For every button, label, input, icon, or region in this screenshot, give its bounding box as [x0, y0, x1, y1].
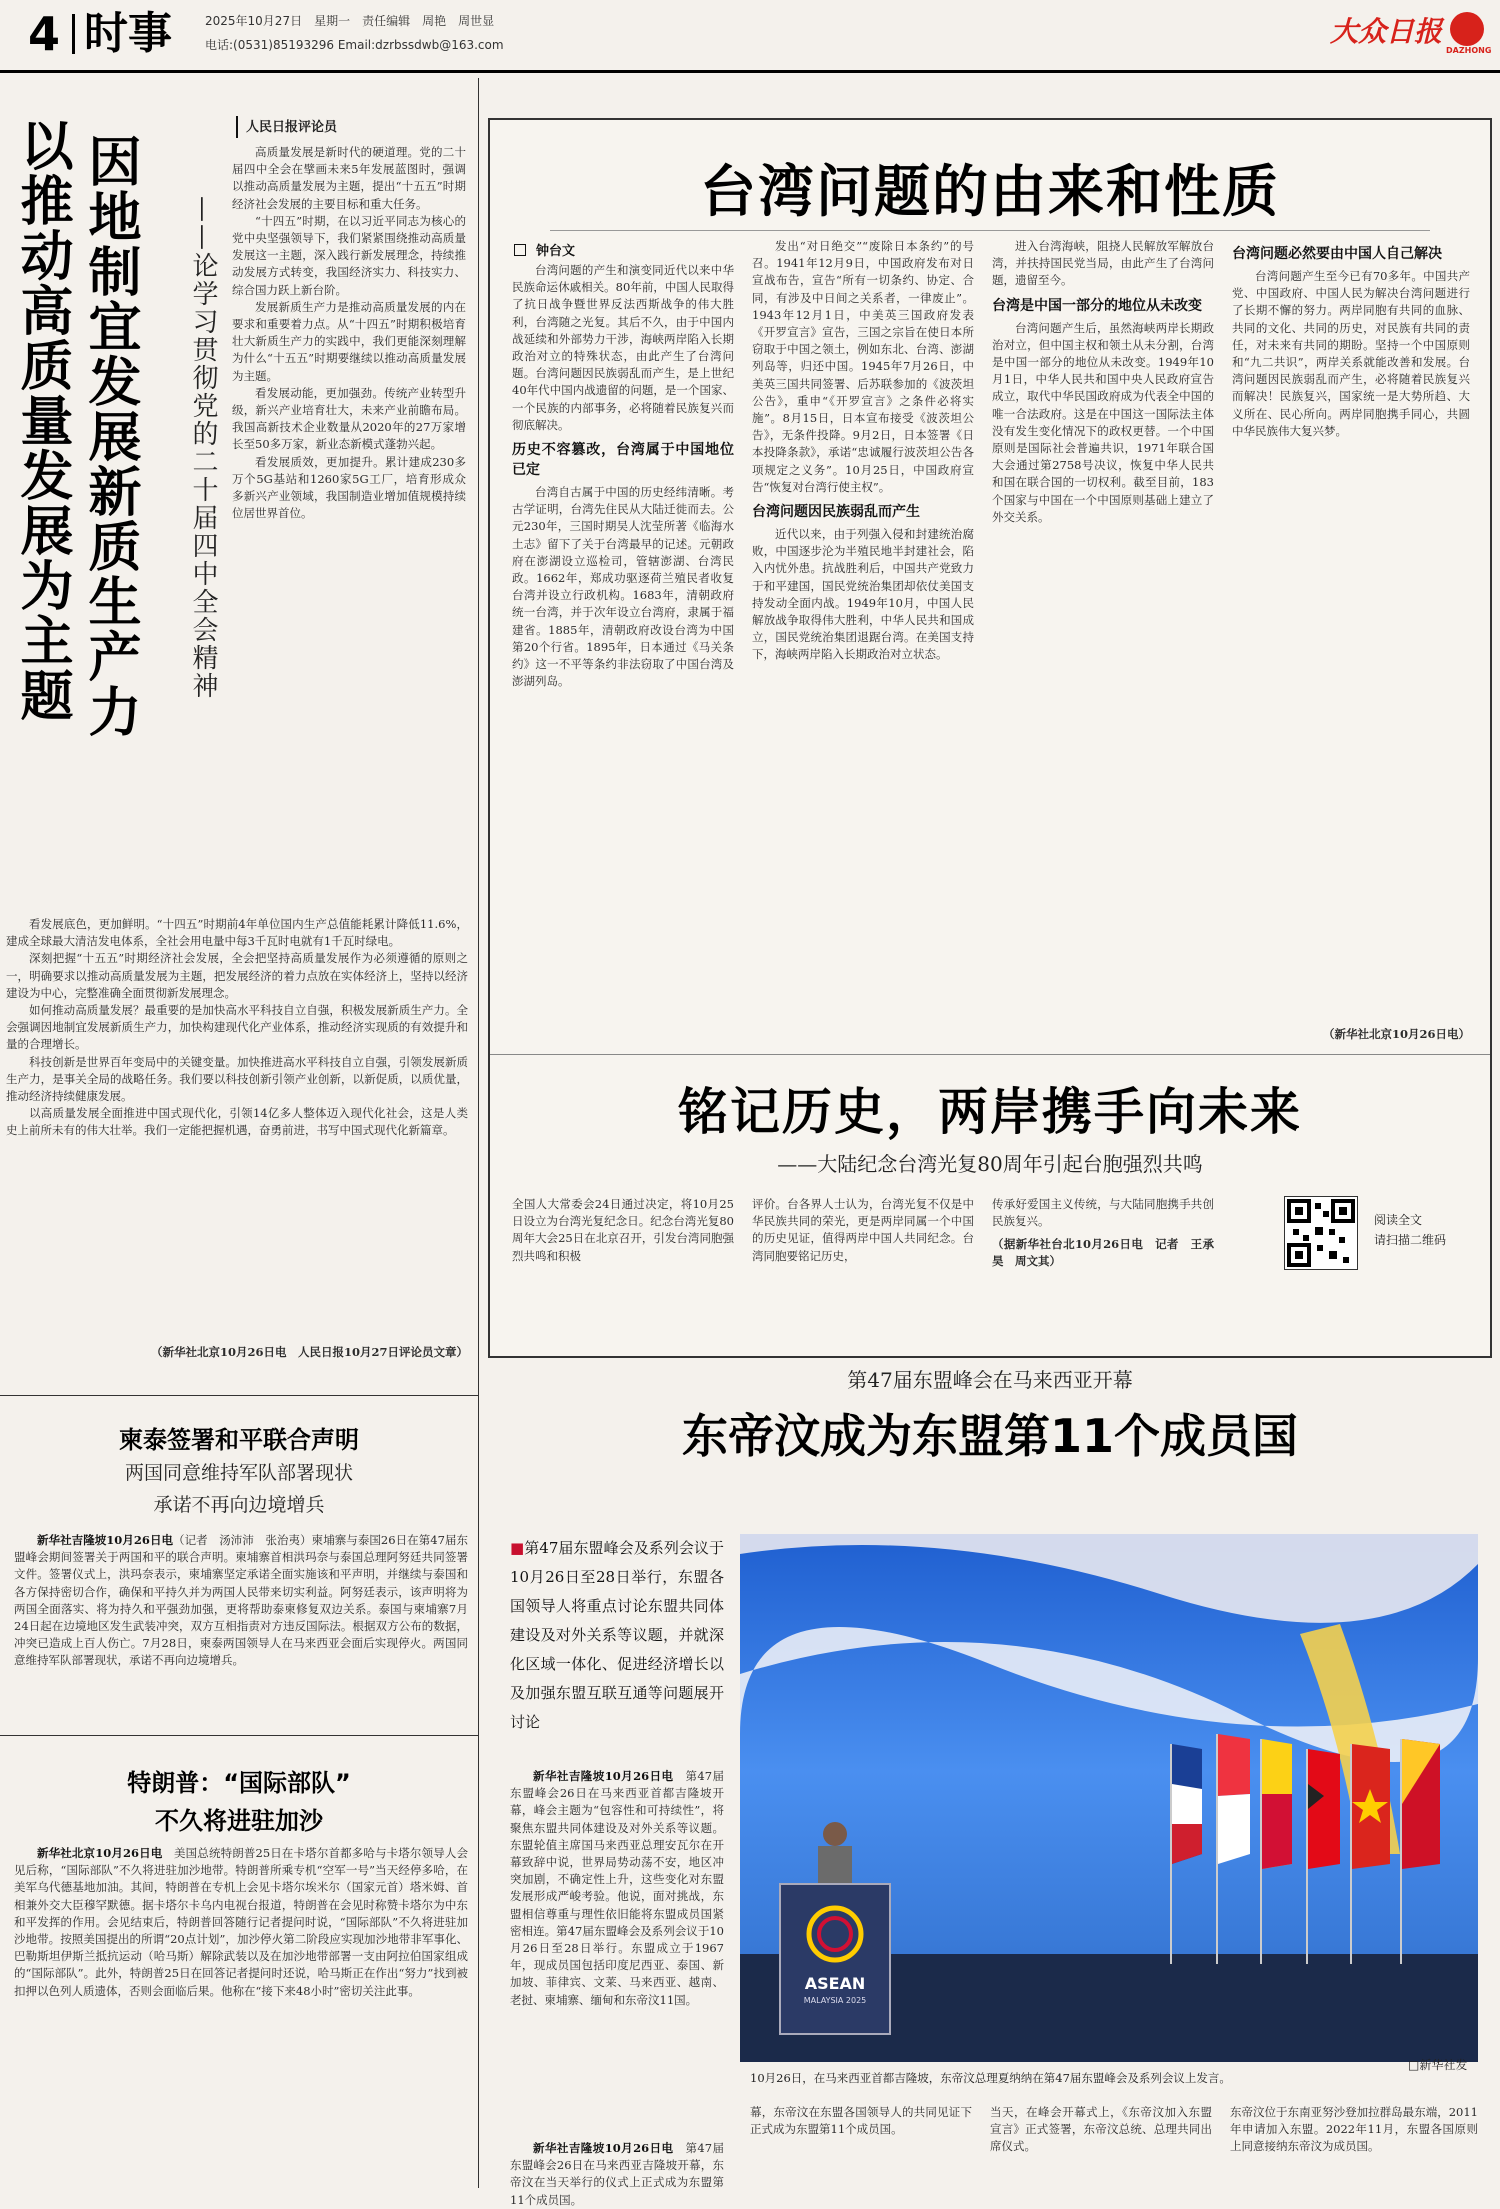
- page-header: [0, 0, 1500, 70]
- summit-photo: [740, 1534, 1478, 2062]
- logo-text: 大众日报: [1330, 15, 1443, 48]
- taiwan-subhead-2: 台湾问题因民族弱乱而产生: [752, 504, 920, 521]
- logo-sub: DAZHONG: [1446, 46, 1492, 55]
- taiwan-col-4: 台湾问题必然要由中国人自己解决 台湾问题产生至今已有70多年。中国共产党、中国政府、中国人民为解决台湾问题进行了长期不懈的努力。两岸同胞有共同的血脉、共同的文化、共同的历史，对民族有共同的责任，对未来有共同的期盼。坚持一个中国原则和“九二共识”，两岸关系就能改善和发展。台湾问题因民族弱乱而产生，必将随着民族复兴而解决！民族复兴，国家统一是大势所趋、大义所在、民心所向。两岸同胞携手同心，共圆中华民族伟大复兴梦。: [1232, 246, 1470, 438]
- photo-credit: □新华社发: [1408, 2058, 1468, 2072]
- commentary-title-2: 因地制宜发展新质生产力: [80, 134, 141, 739]
- trump-title-2: 不久将进驻加沙: [155, 1807, 323, 1835]
- section-name: 时事: [84, 8, 172, 59]
- trump-article: [0, 1745, 478, 2185]
- header-contact: 电话:(0531)85193296 Email:dzrbssdwb@163.com: [205, 38, 504, 52]
- asean-bottom-col-2: 当天，在峰会开幕式上，《东帝汶加入东盟宣言》正式签署，东帝汶总统、总理共同出席仪式。: [990, 2105, 1212, 2154]
- taiwan-title: 台湾问题的由来和性质: [700, 160, 1280, 225]
- taiwan-credit: （新华社北京10月26日电）: [1322, 1027, 1470, 1041]
- asean-title: 东帝汶成为东盟第11个成员国: [681, 1409, 1298, 1463]
- commentary-subtitle: ——论学习贯彻党的二十届四中全会精神: [188, 196, 218, 700]
- asean-article: [488, 1364, 1492, 2207]
- asean-bottom-col-1: 幕，东帝汶在东盟各国领导人的共同见证下正式成为东盟第11个成员国。: [750, 2105, 972, 2137]
- cambodia-title: 柬泰签署和平联合声明: [119, 1426, 359, 1454]
- header-date: 2025年10月27日 星期一 责任编辑 周艳 周世显: [205, 14, 495, 28]
- qr-caption: 阅读全文 请扫描二维码: [1374, 1213, 1447, 1247]
- taiwan-col-2: 发出“对日绝交”“废除日本条约”的号召。1941年12月9日，中国政府发布对日宣战布告，宣告“所有一切条约、协定、合同，有涉及中日间之关系者，一律废止”。1943年12月1日，中美英三国政府发表《开罗宣言》宣告，三国之宗旨在使日本所窃取于中国之领土，例如东北、台湾、澎湖列岛等，归还中国。1945年7月26日，中美英三国共同签署、后苏联参加的《波茨坦公告》，重申“《开罗宣言》之条件必将实施”。8月15日，日本宣布接受《波茨坦公告》，无条件投降。9月2日，日本签署《日本投降条款》，承诺“忠诚履行波茨坦公告各项规定之义务”。10月25日，中国政府宣告“恢复对台湾行使主权”。 台湾问题因民族弱乱而产生 近代以来，由于列强入侵和封建统治腐败，中国逐步沦为半殖民地半封建社会，陷入内忧外患。抗战胜利后，中国共产党致力于和平建国，国民党统治集团却依仗美国支持发动全面内战。1949年10月，中国人民解放战争取得伟大胜利，中华人民共和国成立，国民党统治集团退踞台湾。在美国支持下，海峡两岸陷入长期政治对立状态。: [752, 239, 974, 662]
- commentary-lower-text: 看发展底色，更加鲜明。“十四五”时期前4年单位国内生产总值能耗累计降低11.6%，建成全球最大清洁发电体系，全社会用电量中每3千瓦时电就有1千瓦时绿电。 深刻把握“十五五”时期经济社会发展，全会把坚持高质量发展作为必须遵循的原则之一，明确要求以推动高质量发展为主题，把发展经济的着力点放在实体经济上，坚持以经济建设为中心，完整准确全面贯彻新发展理念。 如何推动高质量发展？最重要的是加快高水平科技自立自强，积极发展新质生产力。全会强调因地制宜发展新质生产力，加快构建现代化产业体系，推动经济实现质的有效提升和量的合理增长。 科技创新是世界百年变局中的关键变量。加快推进高水平科技自立自强，引领发展新质生产力，是事关全局的战略任务。我们要以科技创新引领产业创新，以新促质，以质优量，推动经济持续健康发展。 以高质量发展全面推进中国式现代化，引领14亿多人整体迈入现代化社会，这是人类史上前所未有的伟大壮举。我们一定能把握机遇，奋勇前进，书写中国式现代化新篇章。: [6, 917, 468, 1138]
- commentary-upper-text: 高质量发展是新时代的硬道理。党的二十届四中全会在擘画未来5年发展蓝图时，强调以推动高质量发展为主题，提出“十五五”时期经济社会发展的主要目标和重大任务。 “十四五”时期，在以习近平同志为核心的党中央坚强领导下，我们紧紧围绕推动高质量发展这一主题，深入践行新发展理念，持续推动发展方式转变，我国经济实力、科技实力、综合国力跃上新台阶。 发展新质生产力是推动高质量发展的内在要求和重要着力点。从“十四五”时期积极培育壮大新质生产力的实践中，我们更能深刻理解为什么“十五五”时期要继续以推动高质量发展为主题。 看发展动能，更加强劲。传统产业转型升级，新兴产业培育壮大，未来产业前瞻布局。我国高新技术企业数量从2020年的27万家增长至50多万家，新业态新模式蓬勃兴起。 看发展质效，更加提升。累计建成230多万个5G基站和1260家5G工厂，培育形成众多新兴产业领域，我国制造业增加值规模持续位居世界首位。: [232, 145, 466, 521]
- taiwan-col-1: 台湾问题的产生和演变同近代以来中华民族命运休戚相关。80年前，中国人民取得了抗日战争暨世界反法西斯战争的伟大胜利，台湾随之光复。其后不久，由于中国内战延续和外部势力干涉，海峡两岸陷入长期政治对立的特殊状态，由此产生了台湾问题。台湾问题因民族弱乱而产生，是上世纪40年代中国内战遗留的问题，是一个国家、一个民族的内部事务，必将随着民族复兴而彻底解决。 历史不容篡改，台湾属于中国地位已定 台湾自古属于中国的历史经纬清晰。考古学证明，台湾先住民从大陆迁徙而去。公元230年，三国时期吴人沈莹所著《临海水土志》留下了关于台湾最早的记述。元朝政府在澎湖设立巡检司，管辖澎湖、台湾民政。1662年，郑成功驱逐荷兰殖民者收复台湾并设立行政机构。1683年，清朝政府统一台湾，并于次年设立台湾府，隶属于福建省。1885年，清朝政府改设台湾为中国第20个行省。1895年，日本通过《马关条约》这一不平等条约非法窃取了中国台湾及澎湖列岛。: [512, 263, 734, 689]
- taiwan-subhead-4: 台湾问题必然要由中国人自己解决: [1232, 246, 1442, 262]
- header-rule: [0, 70, 1500, 73]
- column-label: 人民日报评论员: [246, 120, 338, 135]
- commentary-credit: （新华社北京10月26日电 人民日报10月27日评论员文章）: [150, 1345, 468, 1359]
- cambodia-body: 新华社吉隆坡10月26日电（记者 汤沛沛 张治夷）柬埔寨与泰国26日在第47届东盟峰会期间签署关于两国和平的联合声明。柬埔寨首相洪玛奈与泰国总理阿努廷共同签署文件。签署仪式上，洪玛奈表示，柬埔寨坚定承诺全面实施该和平声明，并继续与泰国和各方保持密切合作，确保和平持久并为两国人民带来切实利益。阿努廷表示，该声明将为两国全面落实、将为持久和平强劲加强，更将帮助泰柬修复双边关系。泰国与柬埔寨7月24日起在边境地区发生武装冲突，双方互相指责对方违反国际法。根据双方公布的数据，冲突已造成上百人伤亡。7月28日，柬泰两国领导人在马来西亚会面后实现停火。两国同意维持军队部署现状，承诺不再向边境增兵。: [14, 1533, 468, 1668]
- cambodia-sub-2: 承诺不再向边境增兵: [153, 1494, 325, 1516]
- memorial-col-1: 全国人大常委会24日通过决定，将10月25日设立为台湾光复纪念日。纪念台湾光复80周年大会25日在北京召开，引发台湾同胞强烈共鸣和积极: [512, 1197, 734, 1263]
- taiwan-author: 钟台文: [536, 244, 576, 259]
- memorial-credit: （据新华社台北10月26日电 记者 王承昊 周文其）: [992, 1237, 1214, 1269]
- taiwan-subhead-1: 历史不容篡改，台湾属于中国地位已定: [512, 442, 734, 479]
- newspaper-logo: [1330, 8, 1490, 58]
- asean-bottom-col-3: 东帝汶位于东南亚努沙登加拉群岛最东端，2011年申请加入东盟。2022年11月，东盟各国原则上同意接纳东帝汶为成员国。: [1230, 2105, 1478, 2154]
- column-divider: [478, 78, 479, 2188]
- taiwan-feature-box: [488, 118, 1492, 1358]
- asean-body-1: 新华社吉隆坡10月26日电 第47届东盟峰会26日在马来西亚首都吉隆坡开幕，峰会主题为“包容性和可持续性”，将聚焦东盟共同体建设及对外关系等议题。东盟轮值主席国马来西亚总理安瓦尔在开幕致辞中说，世界局势动荡不安，地区冲突加剧，不确定性上升，这些变化对东盟发展形成严峻考验。他说，面对挑战，东盟相信尊重与理性依旧能将东盟成员国紧密相连。第47届东盟峰会及系列会议于10月26日至28日举行。东盟成立于1967年，现成员国包括印度尼西亚、泰国、新加坡、菲律宾、文莱、马来西亚、越南、老挝、柬埔寨、缅甸和东帝汶11国。: [510, 1769, 724, 2007]
- taiwan-col-3: 进入台湾海峡，阻挠人民解放军解放台湾，并扶持国民党当局，由此产生了台湾问题，遗留至今。 台湾是中国一部分的地位从未改变 台湾问题产生后，虽然海峡两岸长期政治对立，但中国主权和领土从未分割，台湾是中国一部分的地位从未改变。1949年10月1日，中华人民共和国中央人民政府宣告成立，取代中华民国政府成为代表全中国的唯一合法政府。这是在中国这一国际法主体没有发生变化情况下的政权更替。一个中国原则是国际社会普遍共识，1971年联合国大会通过第2758号决议，恢复中华人民共和国在联合国的一切权利。截至目前，183个国家与中国在一个中国原则基础上建立了外交关系。: [992, 239, 1214, 524]
- commentary-title-1: 以推动高质量发展为主题: [12, 118, 73, 723]
- commentary-article: [0, 78, 478, 1383]
- taiwan-subhead-3: 台湾是中国一部分的地位从未改变: [992, 297, 1202, 314]
- trump-title-1: 特朗普：“国际部队”: [127, 1769, 351, 1797]
- asean-podium-label: ASEAN: [804, 1974, 866, 1993]
- memorial-title: 铭记历史，两岸携手向未来: [678, 1083, 1302, 1141]
- memorial-subtitle: ——大陆纪念台湾光复80周年引起台胞强烈共鸣: [777, 1152, 1203, 1176]
- trump-body: 新华社北京10月26日电 美国总统特朗普25日在卡塔尔首都多哈与卡塔尔领导人会见后称，“国际部队”不久将进驻加沙地带。特朗普所乘专机“空军一号”当天经停多哈，在美军乌代德基地加油。其间，特朗普在专机上会见卡塔尔埃米尔（国家元首）塔米姆、首相兼外交大臣穆罕默德。据卡塔尔卡乌内电视台报道，特朗普在会见时称赞卡塔尔为中东和平发挥的作用。会见结束后，特朗普回答随行记者提问时说，“国际部队”不久将进驻加沙地带。按照美国提出的所谓“20点计划”，加沙停火第二阶段应实现加沙地带非军事化、巴勒斯坦伊斯兰抵抗运动（哈马斯）解除武装以及在加沙地带部署一支由阿拉伯国家组成的“国际部队”。此外，特朗普25日在回答记者提问时还说，哈马斯正在作出“努力”找到被扣押以色列人质遗体，否则会面临后果。他称在“接下来48小时”密切关注此事。: [14, 1846, 468, 1998]
- photo-caption: 10月26日，在马来西亚首都吉隆坡，东帝汶总理夏纳纳在第47届东盟峰会及系列会议上发言。: [750, 2071, 1231, 2085]
- cambodia-article: [0, 1400, 478, 1700]
- asean-lead: ■第47届东盟峰会及系列会议于10月26日至28日举行，东盟各国领导人将重点讨论东盟共同体建设及对外关系等议题，并就深化区域一体化、促进经济增长以及加强东盟互联互通等问题展开讨论: [510, 1539, 724, 1731]
- asean-kicker: 第47届东盟峰会在马来西亚开幕: [847, 1368, 1133, 1392]
- asean-body-2: 新华社吉隆坡10月26日电 第47届东盟峰会26日在马来西亚吉隆坡开幕，东帝汶在当天举行的仪式上正式成为东盟第11个成员国。: [510, 2141, 724, 2207]
- memorial-col-2: 评价。台各界人士认为，台湾光复不仅是中华民族共同的荣光，更是两岸同属一个中国的历史见证，值得两岸中国人共同纪念。台湾同胞要铭记历史，: [752, 1197, 974, 1263]
- qr-code-icon[interactable]: [1284, 1196, 1358, 1270]
- cambodia-sub-1: 两国同意维持军队部署现状: [124, 1462, 353, 1484]
- memorial-col-3: 传承好爱国主义传统，与大陆同胞携手共创民族复兴。: [992, 1197, 1214, 1229]
- page-number: 4: [28, 7, 61, 61]
- header-divider: [72, 14, 75, 54]
- asean-podium-sub: MALAYSIA 2025: [803, 1996, 867, 2005]
- logo-emblem-icon: [1450, 12, 1484, 46]
